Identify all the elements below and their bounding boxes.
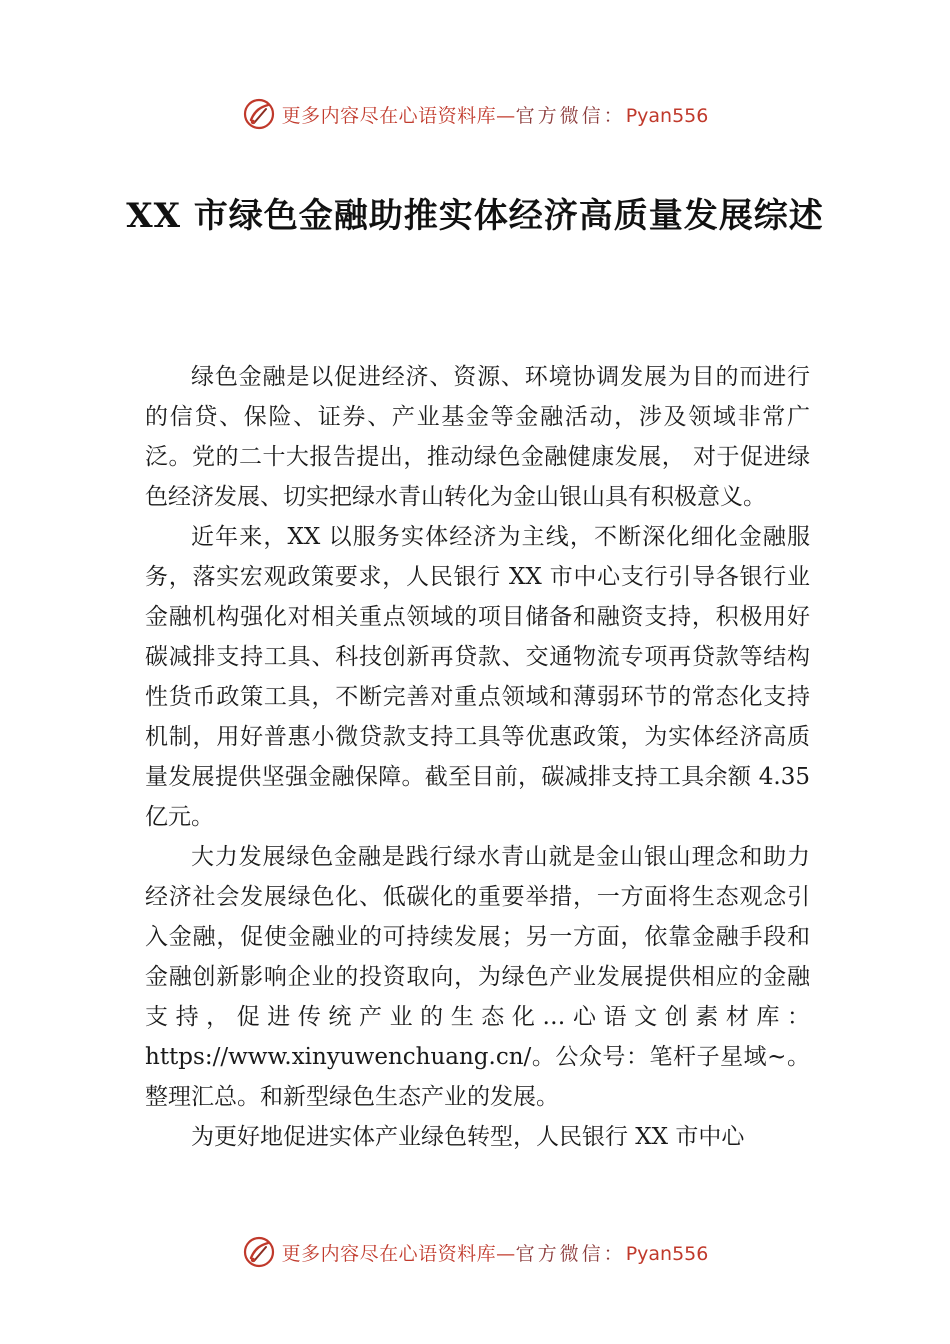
watermark-wechat-id: Pyan556	[625, 104, 709, 127]
pen-seal-logo-icon	[242, 97, 276, 131]
watermark-wechat-label: 官方微信：	[515, 1242, 626, 1265]
watermark-text	[282, 101, 709, 128]
paragraph: 近年来，XX 以服务实体经济为主线，不断深化细化金融服务，落实宏观政策要求，人民银行 XX 市中心支行引导各银行业金融机构强化对相关重点领域的项目储备和融资支持，积极用好碳减排支持工具、科技创新再贷款、交通物流专项再贷款等结构性货币政策工具，不断完善对重点领域和薄弱环节的常态化支持机制，用好普惠小微贷款支持工具等优惠政策，为实体经济高质量发展提供坚强金融保障。截至目前，碳减排支持工具余额 4.35 亿元。	[145, 524, 810, 830]
watermark-sep: —	[496, 104, 516, 127]
watermark-sep: —	[496, 1242, 516, 1265]
watermark-main: 更多内容尽在心语资料库	[281, 104, 497, 127]
pen-seal-logo-icon	[242, 1235, 276, 1269]
watermark-wechat-id: Pyan556	[625, 1242, 709, 1265]
paragraph: 大力发展绿色金融是践行绿水青山就是金山银山理念和助力经济社会发展绿色化、低碳化的重要举措，一方面将生态观念引入金融，促使金融业的可持续发展；另一方面，依靠金融手段和金融创新影响企业的投资取向，为绿色产业发展提供相应的金融支持，促进传统产业的生态化…心语文创素材库：https://www.xinyuwenchuang.cn/。公众号：笔杆子星域~。整理汇总。和新型绿色生态产业的发展。	[145, 844, 810, 1110]
watermark-text	[282, 1239, 709, 1266]
document-title: XX 市绿色金融助推实体经济高质量发展综述	[126, 196, 824, 236]
header-watermark-banner	[0, 94, 950, 134]
watermark-wechat-label: 官方微信：	[515, 104, 626, 127]
footer-watermark-banner	[0, 1232, 950, 1272]
paragraph: 绿色金融是以促进经济、资源、环境协调发展为目的而进行的信贷、保险、证券、产业基金等金融活动，涉及领域非常广泛。党的二十大报告提出，推动绿色金融健康发展， 对于促进绿色经济发展、切实把绿水青山转化为金山银山具有积极意义。	[145, 364, 810, 510]
paragraph: 为更好地促进实体产业绿色转型，人民银行 XX 市中心	[191, 1124, 745, 1150]
watermark-main: 更多内容尽在心语资料库	[281, 1242, 497, 1265]
document-body	[145, 357, 810, 1157]
